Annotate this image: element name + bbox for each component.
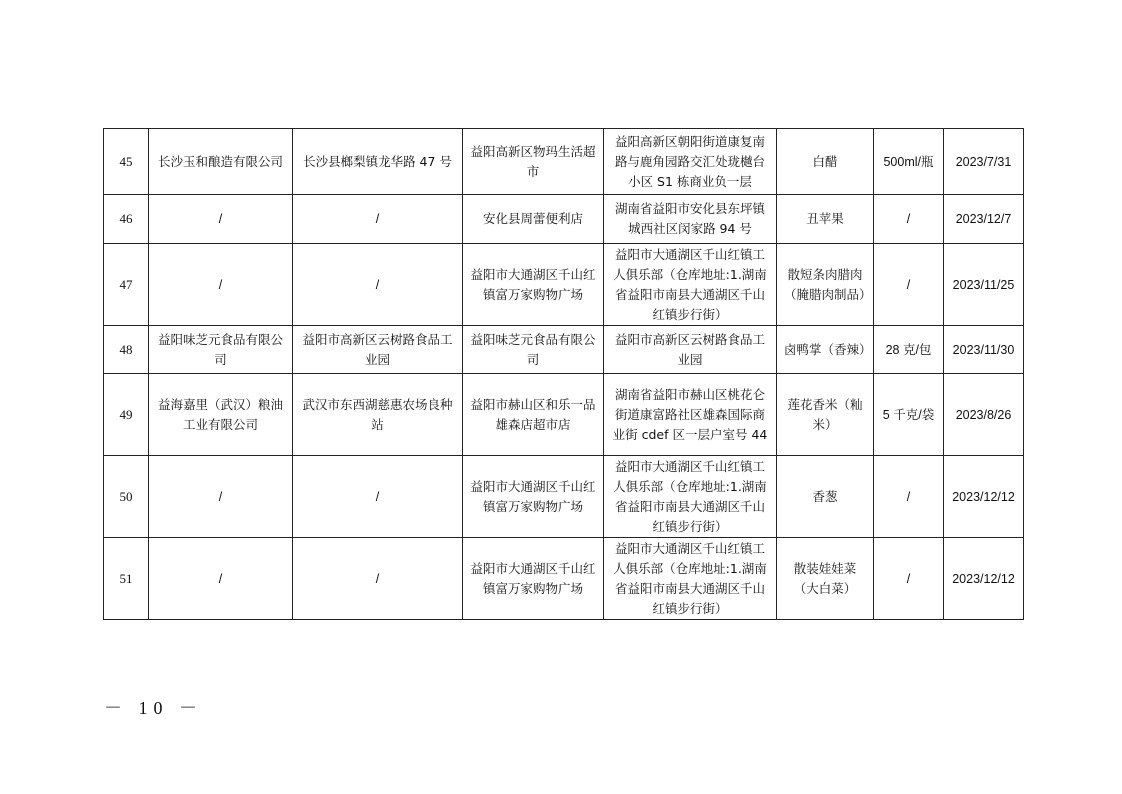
product-name: 白醋	[777, 129, 874, 195]
table-row	[104, 538, 1024, 620]
manufacturer-name: 长沙玉和酿造有限公司	[149, 129, 293, 195]
sequence-number: 46	[104, 195, 149, 244]
production-date: 2023/12/12	[944, 538, 1024, 620]
product-name: 散装娃娃菜（大白菜）	[777, 538, 874, 620]
table-row	[104, 129, 1024, 195]
sequence-number: 50	[104, 456, 149, 538]
sampled-unit: 安化县周蕾便利店	[463, 195, 604, 244]
product-name: 卤鸭掌（香辣）	[777, 326, 874, 374]
page-number: － 10 －	[104, 698, 203, 718]
manufacturer-address: /	[293, 456, 463, 538]
specification: /	[874, 244, 944, 326]
sampled-address: 湖南省益阳市赫山区桃花仑街道康富路社区雄森国际商业街 cdef 区一层户室号 44	[604, 374, 777, 456]
sampled-unit: 益阳味芝元食品有限公司	[463, 326, 604, 374]
production-date: 2023/12/7	[944, 195, 1024, 244]
manufacturer-address: 益阳市高新区云树路食品工业园	[293, 326, 463, 374]
product-name: 散短条肉腊肉（腌腊肉制品）	[777, 244, 874, 326]
specification: /	[874, 456, 944, 538]
product-name: 莲花香米（籼米）	[777, 374, 874, 456]
sampled-address: 益阳市大通湖区千山红镇工人俱乐部（仓库地址:1.湖南省益阳市南县大通湖区千山红镇步行街）	[604, 456, 777, 538]
sampled-address: 益阳市大通湖区千山红镇工人俱乐部（仓库地址:1.湖南省益阳市南县大通湖区千山红镇步行街）	[604, 538, 777, 620]
table-row	[104, 195, 1024, 244]
manufacturer-name: /	[149, 195, 293, 244]
sampled-address: 益阳市大通湖区千山红镇工人俱乐部（仓库地址:1.湖南省益阳市南县大通湖区千山红镇步行街）	[604, 244, 777, 326]
manufacturer-address: /	[293, 538, 463, 620]
product-name: 丑苹果	[777, 195, 874, 244]
table-row	[104, 326, 1024, 374]
sequence-number: 49	[104, 374, 149, 456]
production-date: 2023/7/31	[944, 129, 1024, 195]
sampled-address: 益阳市高新区云树路食品工业园	[604, 326, 777, 374]
sampling-results-table	[103, 128, 1024, 620]
specification: /	[874, 538, 944, 620]
sampled-address: 湖南省益阳市安化县东坪镇城西社区闵家路 94 号	[604, 195, 777, 244]
specification: 28 克/包	[874, 326, 944, 374]
production-date: 2023/8/26	[944, 374, 1024, 456]
sampled-unit: 益阳市大通湖区千山红镇富万家购物广场	[463, 538, 604, 620]
manufacturer-name: 益阳味芝元食品有限公司	[149, 326, 293, 374]
product-name: 香葱	[777, 456, 874, 538]
sequence-number: 47	[104, 244, 149, 326]
sequence-number: 45	[104, 129, 149, 195]
manufacturer-name: /	[149, 538, 293, 620]
sampled-unit: 益阳市大通湖区千山红镇富万家购物广场	[463, 456, 604, 538]
specification: 5 千克/袋	[874, 374, 944, 456]
manufacturer-name: /	[149, 456, 293, 538]
table-row	[104, 244, 1024, 326]
table-row	[104, 374, 1024, 456]
production-date: 2023/12/12	[944, 456, 1024, 538]
manufacturer-name: /	[149, 244, 293, 326]
manufacturer-address: 长沙县榔梨镇龙华路 47 号	[293, 129, 463, 195]
sampled-unit: 益阳市大通湖区千山红镇富万家购物广场	[463, 244, 604, 326]
table-row	[104, 456, 1024, 538]
sequence-number: 48	[104, 326, 149, 374]
specification: /	[874, 195, 944, 244]
manufacturer-address: /	[293, 244, 463, 326]
sequence-number: 51	[104, 538, 149, 620]
manufacturer-name: 益海嘉里（武汉）粮油工业有限公司	[149, 374, 293, 456]
production-date: 2023/11/25	[944, 244, 1024, 326]
manufacturer-address: /	[293, 195, 463, 244]
manufacturer-address: 武汉市东西湖慈惠农场良种站	[293, 374, 463, 456]
sampled-unit: 益阳高新区物玛生活超市	[463, 129, 604, 195]
sampled-address: 益阳高新区朝阳街道康复南路与鹿角园路交汇处珑樾台小区 S1 栋商业负一层	[604, 129, 777, 195]
specification: 500ml/瓶	[874, 129, 944, 195]
sampled-unit: 益阳市赫山区和乐一品雄森店超市店	[463, 374, 604, 456]
production-date: 2023/11/30	[944, 326, 1024, 374]
